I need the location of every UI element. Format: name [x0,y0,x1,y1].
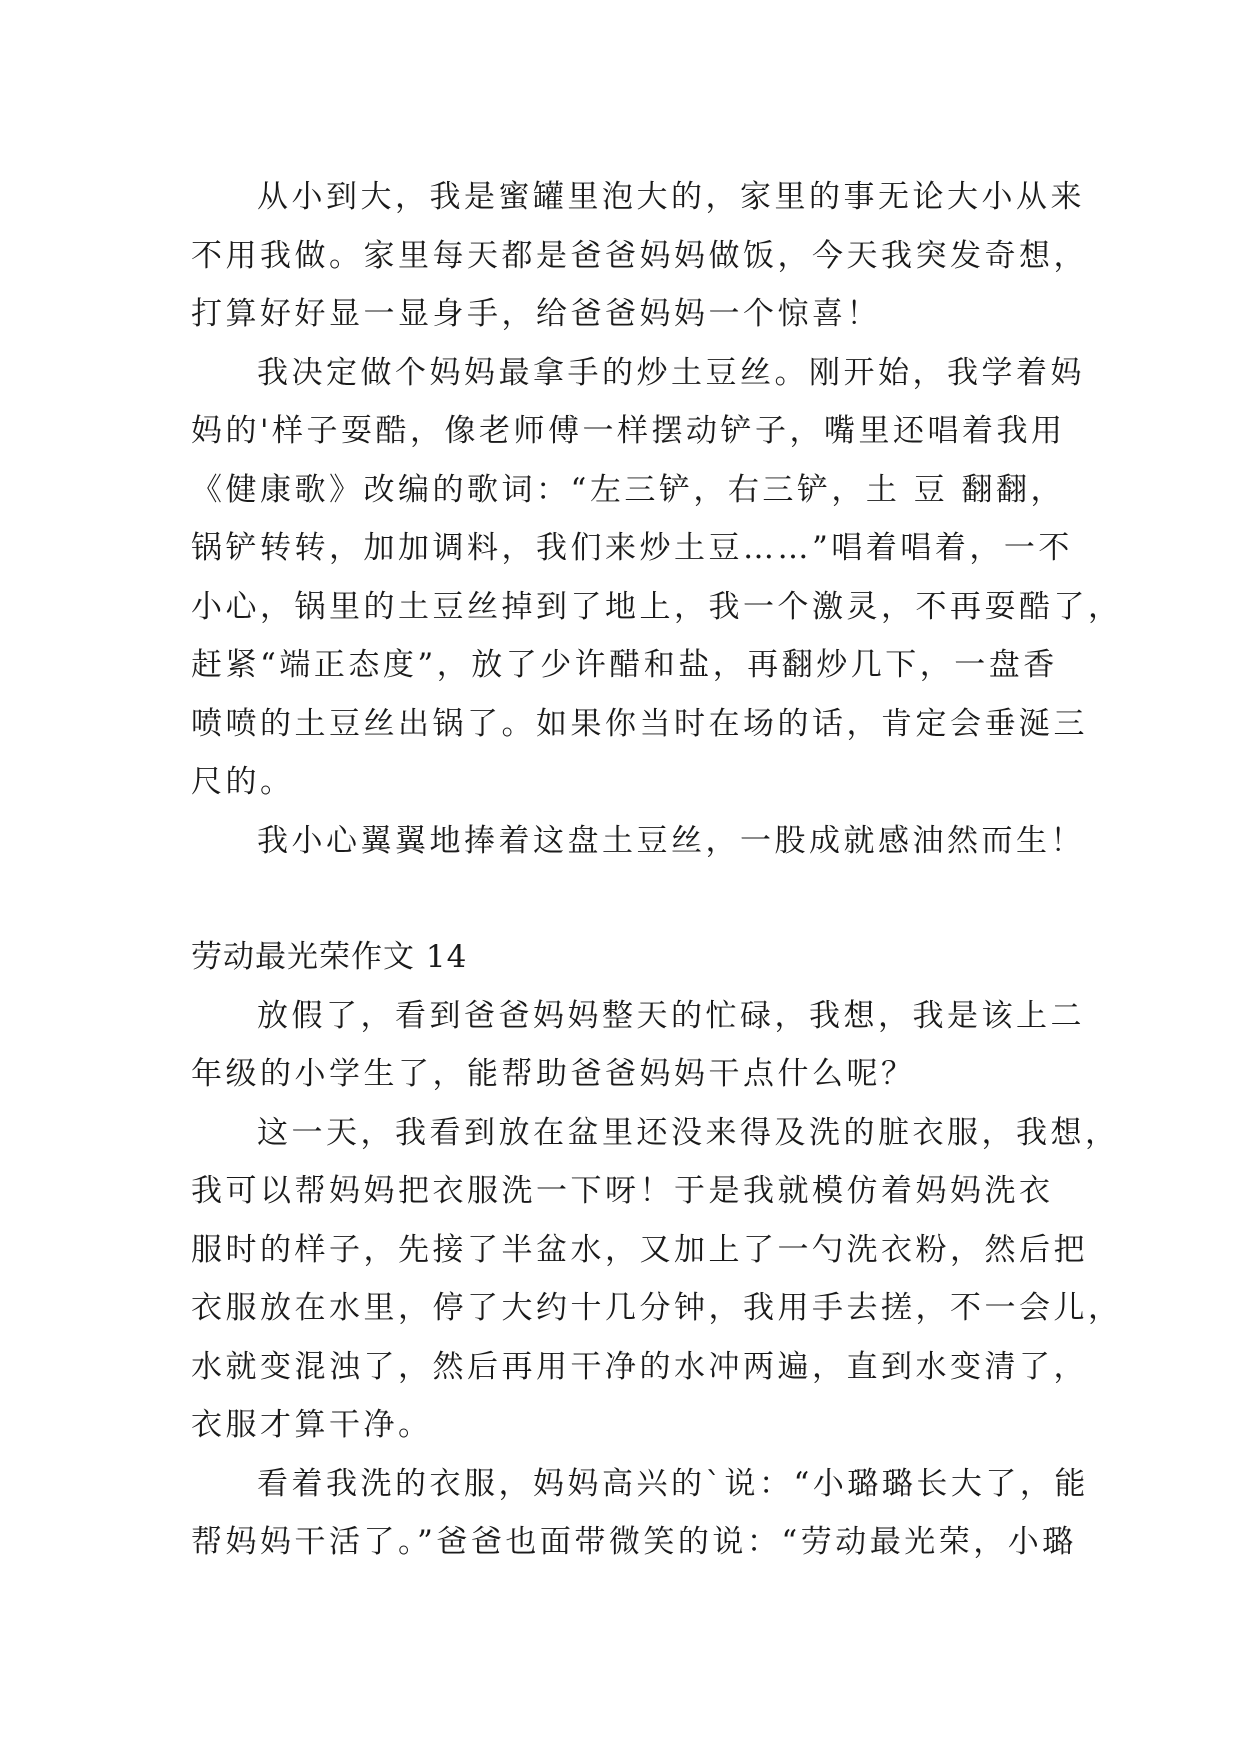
text-line: 《健康歌》改编的歌词：“左三铲，右三铲，土 豆 翻翻， [191,471,1066,508]
text-line: 帮妈妈干活了。”爸爸也面带微笑的说：“劳动最光荣，小璐 [191,1524,1077,1560]
text-line: 锅铲转转，加加调料，我们来炒土豆……”唱着唱着，一不 [191,530,1073,566]
text-line: 衣服放在水里，停了大约十几分钟，我用手去搓，不一会儿， [191,1290,1123,1326]
text-line: 服时的样子，先接了半盆水，又加上了一勺洗衣粉，然后把 [191,1231,1088,1268]
section-gap [191,870,1051,928]
text-line: 妈的'样子耍酷，像老师傅一样摆动铲子，嘴里还唱着我用 [191,413,1066,449]
text-line: 赶紧“端正态度”，放了少许醋和盐，再翻炒几下，一盘香 [191,647,1058,683]
text-line: 打算好好显一显身手，给爸爸妈妈一个惊喜！ [191,296,881,332]
text-line: 不用我做。家里每天都是爸爸妈妈做饭，今天我突发奇想， [191,237,1088,274]
document-page [191,168,1123,1572]
text-line: 我可以帮妈妈把衣服洗一下呀！于是我就模仿着妈妈洗衣 [191,1173,1054,1209]
text-line: 放假了，看到爸爸妈妈整天的忙碌，我想，我是该上二 [257,997,1085,1034]
text-line: 看着我洗的衣服，妈妈高兴的`说：“小璐璐长大了，能 [257,1465,1089,1502]
text-line: 喷喷的土豆丝出锅了。如果你当时在场的话，肯定会垂涎三 [191,705,1088,742]
text-line: 我决定做个妈妈最拿手的炒土豆丝。刚开始，我学着妈 [257,354,1085,391]
text-line: 这一天，我看到放在盆里还没来得及洗的脏衣服，我想， [257,1114,1120,1151]
text-line: 尺的。 [191,764,295,800]
text-line: 小心，锅里的土豆丝掉到了地上，我一个激灵，不再耍酷了， [191,588,1123,625]
text-line: 我小心翼翼地捧着这盘土豆丝，一股成就感油然而生！ [257,822,1085,859]
text-line: 衣服才算干净。 [191,1407,433,1443]
text-line: 水就变混浊了，然后再用干净的水冲两遍，直到水变清了， [191,1348,1088,1385]
section-heading: 劳动最光荣作文 14 [191,939,468,975]
text-line: 从小到大，我是蜜罐里泡大的，家里的事无论大小从来 [257,179,1085,215]
text-line: 年级的小学生了，能帮助爸爸妈妈干点什么呢？ [191,1056,916,1092]
